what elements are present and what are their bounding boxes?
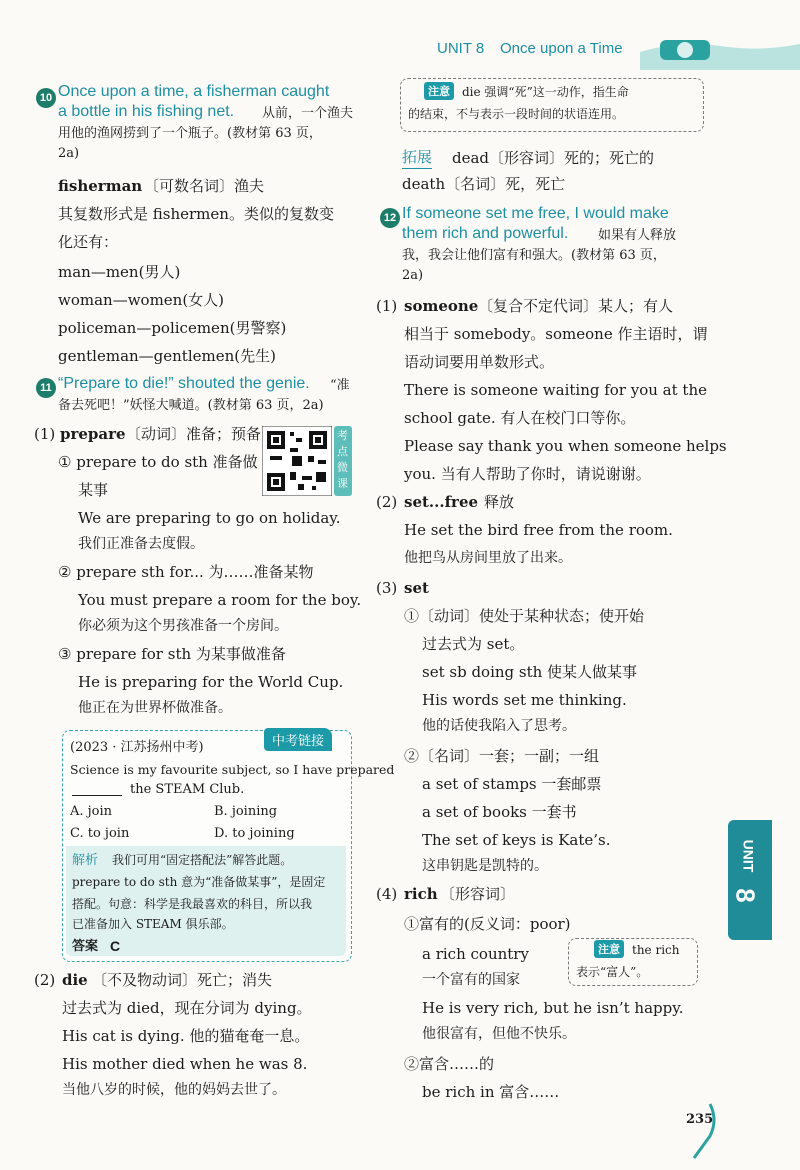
exam-answer-label: 答案 [72,938,99,953]
fisherman-l2: 化还有： [58,233,119,251]
sentence-number-11: 11 [36,378,56,398]
exam-question-1: Science is my favourite subject, so I have prepared [70,762,395,777]
set-example-1: His words set me thinking. [422,691,627,709]
s10-en-2: a bottle in his fishing net. [58,103,235,120]
page-number: 235 [686,1112,714,1127]
someone-example-1b: school gate. 有人在校门口等你。 [404,409,636,427]
prepare-pos: 〔动词〕准备；预备 [126,425,262,443]
prepare-label: (1) [34,425,56,443]
set-usage-2: ②〔名词〕一套；一副；一组 [404,747,600,765]
set-label: (3) [376,579,398,597]
exam-source: (2023 · 江苏扬州中考) [70,740,204,755]
set-l2: set sb doing sth 使某人做某事 [422,663,638,681]
word-rich: rich [404,885,438,903]
someone-example-2b: you. 当有人帮助了你时，请说谢谢。 [404,465,651,483]
exam-explanation-3: 搭配。句意：科学是我最喜欢的科目，所以我 [72,897,313,911]
plural-pair: woman—women(女人) [58,291,225,309]
s11-cn-2: 备去死吧！”妖怪大喊道。(教材第 63 页，2a) [58,398,324,413]
rich-usage-1: ①富有的(反义词：poor) [404,915,571,933]
s12-en-1: If someone set me free, I would make [402,205,669,222]
exam-explanation-4: 已准备加入 STEAM 俱乐部。 [72,917,234,931]
exam-question-2: the STEAM Club. [130,782,245,797]
word-fisherman: fisherman [58,177,143,195]
s12-cn-3: 我，我会让他们富有和强大。(教材第 63 页， [402,248,666,263]
set-translation-1: 他的话使我陷入了思考。 [422,718,576,734]
prepare-usage-1a: ① prepare to do sth 准备做 [58,453,258,471]
sentence-number-12: 12 [380,208,400,228]
set-translation-2: 这串钥匙是凯特的。 [422,858,548,874]
header-unit: UNIT 8 [437,40,485,57]
exam-option: C. to join [70,826,130,841]
prepare-example-2: You must prepare a room for the boy. [78,591,362,609]
die-translation-2: 当他八岁的时候，他的妈妈去世了。 [62,1082,286,1098]
note-tag-rich: 注意 [594,940,624,958]
s10-cn-2: 从前，一个渔夫 [262,106,354,121]
s12-en-2: them rich and powerful. [402,225,569,242]
rich-l2: 一个富有的国家 [422,972,520,988]
setfree-translation: 他把鸟从房间里放了出来。 [404,550,572,566]
set-usage-1: ①〔动词〕使处于某种状态；使开始 [404,607,645,625]
prepare-translation-1: 我们正准备去度假。 [78,536,204,552]
someone-label: (1) [376,297,398,315]
unit-side-tab [728,820,772,940]
s10-en-1: Once upon a time, a fisherman caught [58,83,330,100]
rich-pos: 〔形容词〕 [440,885,516,903]
unit-side-tab-number: 8 [730,888,761,903]
someone-example-2: Please say thank you when someone helps [404,437,727,455]
prepare-translation-3: 他正在为世界杯做准备。 [78,700,232,716]
prepare-usage-1b: 某事 [78,481,109,499]
someone-l2: 语动词要用单数形式。 [404,353,555,371]
prepare-example-3: He is preparing for the World Cup. [78,673,344,691]
prepare-usage-3: ③ prepare for sth 为某事做准备 [58,645,286,663]
s11-en: “Prepare to die!” shouted the genie. [58,375,310,392]
exam-option: D. to joining [214,826,295,841]
die-l1: 过去式为 died，现在分词为 dying。 [62,999,312,1017]
rich-l3: be rich in 富含…… [422,1083,560,1101]
expand-tag: 拓展 [402,148,432,169]
dead-l1: dead〔形容词〕死的；死亡的 [452,149,655,167]
word-someone: someone [404,297,479,315]
set-l1: 过去式为 set。 [422,635,525,653]
note-die-l2: 的结束，不与表示一段时间的状语连用。 [408,107,625,121]
s10-cn-4: 2a) [58,146,80,161]
header-title: Once upon a Time [500,40,623,57]
header-band [640,30,800,70]
exam-explanation-label: 解析 [72,852,99,867]
die-label: (2) [34,971,56,989]
sentence-number-10: 10 [36,88,56,108]
s10-cn-3: 用他的渔网捞到了一个瓶子。(教材第 63 页， [58,126,322,141]
rich-l1: a rich country [422,945,529,963]
plural-pair: gentleman—gentlemen(先生) [58,347,276,365]
plural-pair: man—men(男人) [58,263,181,281]
rich-label: (4) [376,885,398,903]
exam-explanation-1: 我们可用“固定搭配法”解答此题。 [112,853,293,867]
qr-code-icon[interactable] [262,426,332,496]
rich-example-1: He is very rich, but he isn’t happy. [422,999,684,1017]
set-l3: a set of stamps 一套邮票 [422,775,602,793]
setfree-pos: 释放 [484,493,515,511]
setfree-label: (2) [376,493,398,511]
exam-option: A. join [70,804,113,819]
someone-example-1: There is someone waiting for you at the [404,381,707,399]
die-pos: 〔不及物动词〕死亡；消失 [92,971,273,989]
note-rich-l2: 表示“富人”。 [576,965,649,979]
qr-label: 考点微课 [337,430,348,490]
set-l4: a set of books 一套书 [422,803,577,821]
exam-blank [72,795,122,796]
plural-pair: policeman—policemen(男警察) [58,319,287,337]
note-tag-die: 注意 [424,82,454,100]
dead-l2: death〔名词〕死，死亡 [402,175,566,193]
prepare-example-1: We are preparing to go on holiday. [78,509,341,527]
note-die-l1: die 强调“死”这一动作，指生命 [462,85,629,99]
exam-explanation-2: prepare to do sth 意为“准备做某事”，是固定 [72,875,326,889]
prepare-translation-2: 你必须为这个男孩准备一个房间。 [78,618,288,634]
someone-pos: 〔复合不定代词〕某人；有人 [478,297,674,315]
set-example-2: The set of keys is Kate’s. [422,831,611,849]
exam-link-tag: 中考链接 [264,728,332,751]
setfree-example: He set the bird free from the room. [404,521,673,539]
exam-option: B. joining [214,804,278,819]
word-set-free: set...free [404,493,479,511]
s12-cn-2: 如果有人释放 [598,228,677,243]
s11-cn-1: “准 [330,378,350,393]
fisherman-pos: 〔可数名词〕渔夫 [144,177,265,195]
die-example-2: His mother died when he was 8. [62,1055,308,1073]
rich-translation-1: 他很富有，但他不快乐。 [422,1026,576,1042]
exam-answer: C [110,938,121,954]
rich-usage-2: ②富含……的 [404,1055,495,1073]
note-rich-l1: the rich [632,943,680,957]
fisherman-l1: 其复数形式是 fishermen。类似的复数变 [58,205,334,223]
word-set: set [404,579,429,597]
s12-cn-4: 2a) [402,268,424,283]
word-prepare: prepare [60,425,126,443]
word-die: die [62,971,88,989]
prepare-usage-2: ② prepare sth for... 为……准备某物 [58,563,314,581]
unit-side-tab-label: UNIT [740,839,757,873]
someone-l1: 相当于 somebody。someone 作主语时，谓 [404,325,708,343]
page-number-bracket [680,1100,720,1160]
die-example-1: His cat is dying. 他的猫奄奄一息。 [62,1027,310,1045]
